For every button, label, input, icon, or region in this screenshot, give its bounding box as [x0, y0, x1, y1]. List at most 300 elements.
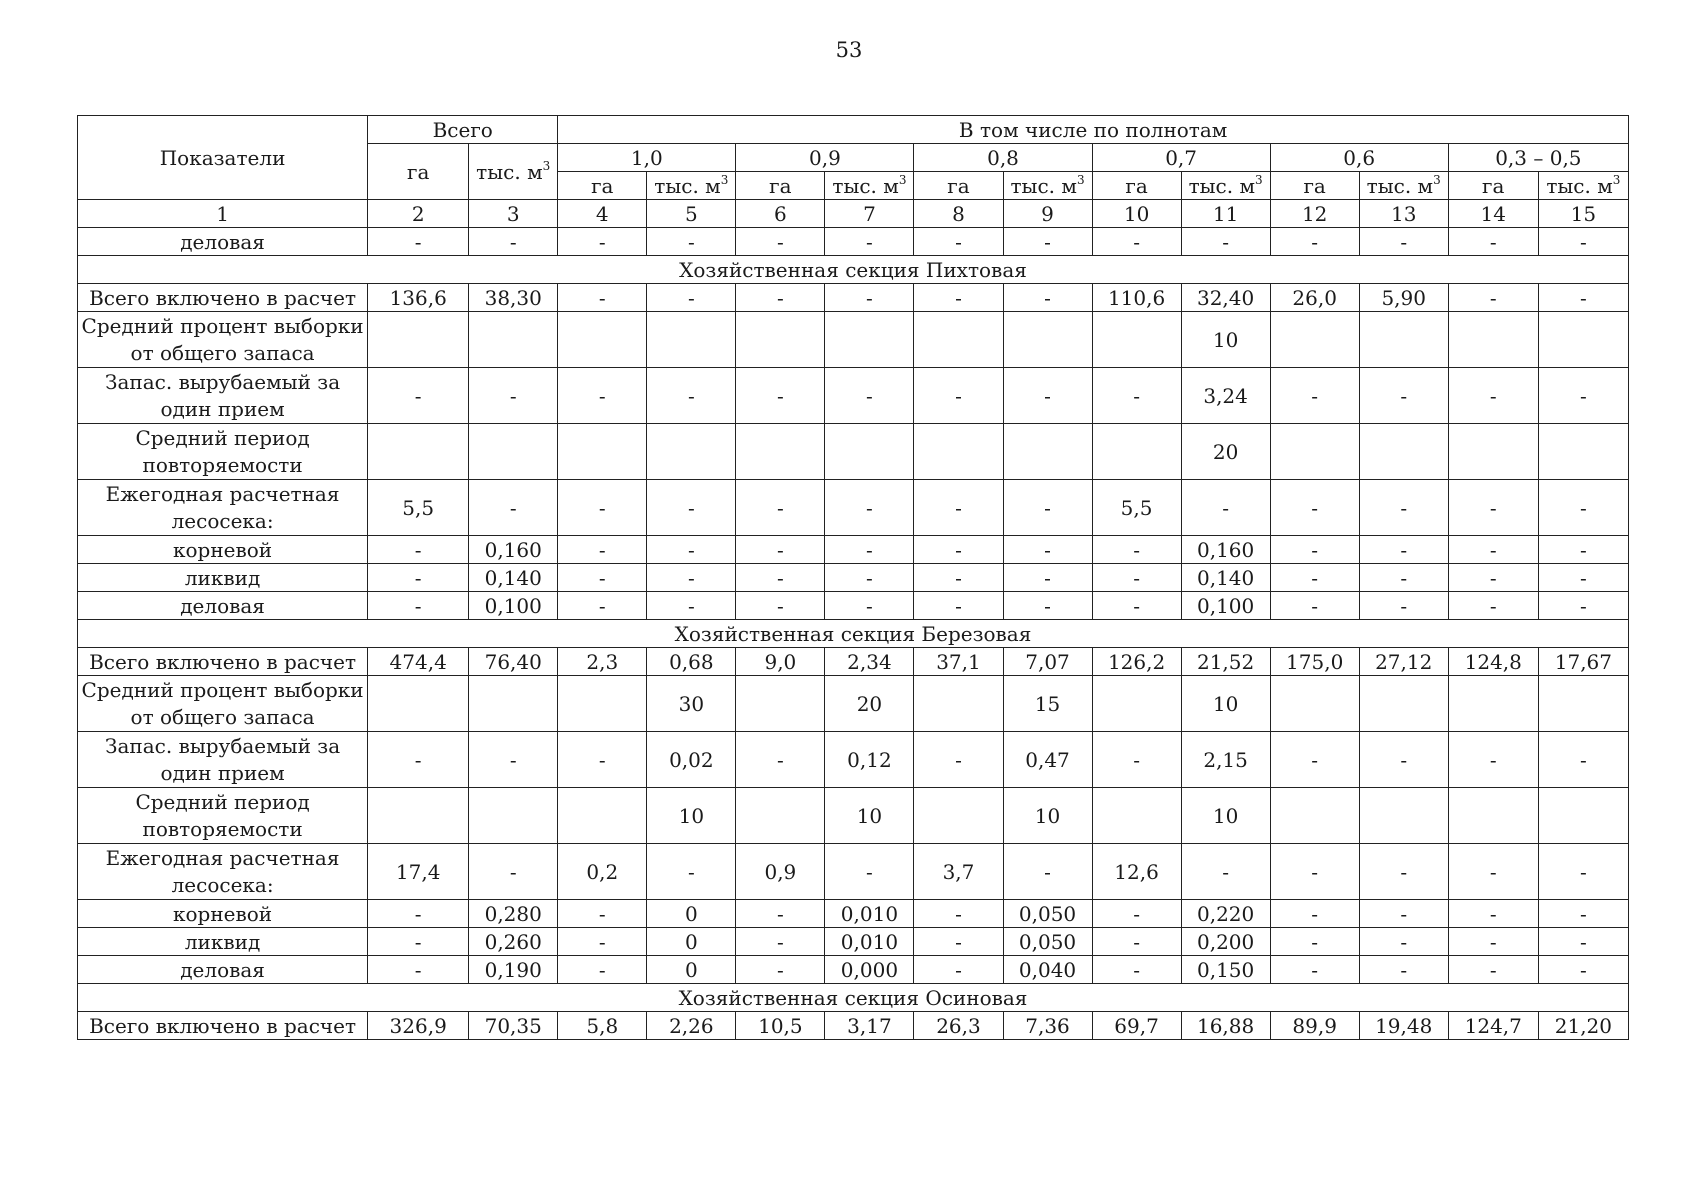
table-cell: -: [647, 564, 736, 592]
table-cell: -: [1003, 368, 1092, 424]
table-cell: -: [368, 564, 469, 592]
header-density-group: 0,3 – 0,5: [1448, 144, 1628, 172]
table-cell: 2,3: [558, 648, 647, 676]
table-cell: 2,26: [647, 1012, 736, 1040]
table-cell: 0,040: [1003, 956, 1092, 984]
table-cell: -: [736, 536, 825, 564]
table-cell: 0,2: [558, 844, 647, 900]
table-row: [78, 676, 1629, 732]
table-cell: -: [469, 844, 558, 900]
table-cell: [914, 676, 1003, 732]
table-cell: -: [647, 228, 736, 256]
table-cell: 3,24: [1181, 368, 1270, 424]
table-cell: 10: [647, 788, 736, 844]
table-cell: -: [1448, 956, 1538, 984]
table-cell: -: [1448, 564, 1538, 592]
column-number: 14: [1448, 200, 1538, 228]
table-cell: -: [1359, 480, 1448, 536]
table-cell: -: [1270, 900, 1359, 928]
table-cell: -: [1359, 844, 1448, 900]
table-cell: -: [1448, 284, 1538, 312]
page-number: 53: [835, 38, 863, 62]
table-cell: -: [825, 844, 914, 900]
table-cell: -: [1359, 900, 1448, 928]
table-cell: [558, 788, 647, 844]
table-cell: -: [1448, 536, 1538, 564]
table-cell: -: [558, 592, 647, 620]
table-cell: [1270, 312, 1359, 368]
table-cell: -: [1270, 844, 1359, 900]
section-title: Хозяйственная секция Березовая: [78, 620, 1629, 648]
table-cell: 0,150: [1181, 956, 1270, 984]
table-cell: -: [1448, 480, 1538, 536]
row-label: Всего включено в расчет: [78, 284, 368, 312]
table-cell: [914, 788, 1003, 844]
table-cell: -: [368, 928, 469, 956]
table-cell: -: [914, 956, 1003, 984]
table-cell: -: [1270, 480, 1359, 536]
table-cell: -: [1092, 928, 1181, 956]
table-cell: [825, 424, 914, 480]
table-cell: -: [1448, 844, 1538, 900]
table-cell: -: [1003, 844, 1092, 900]
table-cell: [825, 312, 914, 368]
table-cell: 32,40: [1181, 284, 1270, 312]
table-cell: -: [914, 284, 1003, 312]
table-cell: 0,000: [825, 956, 914, 984]
table-cell: 10: [825, 788, 914, 844]
table-cell: -: [736, 228, 825, 256]
table-cell: -: [1270, 732, 1359, 788]
header-density-group: 0,6: [1270, 144, 1448, 172]
table-cell: 17,4: [368, 844, 469, 900]
table-cell: -: [368, 228, 469, 256]
table-cell: -: [1270, 956, 1359, 984]
table-cell: 17,67: [1538, 648, 1628, 676]
column-number: 2: [368, 200, 469, 228]
table-cell: -: [368, 900, 469, 928]
row-label: Средний процент выборки от общего запаса: [78, 312, 368, 368]
table-cell: 474,4: [368, 648, 469, 676]
table-cell: [1092, 312, 1181, 368]
header-density-group: 0,8: [914, 144, 1092, 172]
table-row: [78, 480, 1629, 536]
table-cell: -: [469, 228, 558, 256]
table-cell: [736, 788, 825, 844]
table-cell: -: [1003, 480, 1092, 536]
table-cell: -: [368, 956, 469, 984]
table-cell: -: [1003, 284, 1092, 312]
table-cell: -: [1359, 956, 1448, 984]
row-label: Средний период повторяемости: [78, 424, 368, 480]
row-label: деловая: [78, 228, 368, 256]
column-number: 4: [558, 200, 647, 228]
table-cell: 124,8: [1448, 648, 1538, 676]
table-cell: 0,100: [469, 592, 558, 620]
header-density-group: 0,9: [736, 144, 914, 172]
table-cell: 26,0: [1270, 284, 1359, 312]
table-cell: 10: [1181, 312, 1270, 368]
table-cell: 0,140: [469, 564, 558, 592]
table-cell: 10: [1181, 676, 1270, 732]
table-cell: 26,3: [914, 1012, 1003, 1040]
table-cell: -: [558, 956, 647, 984]
header-total-volume: тыс. $м^3$: [469, 144, 558, 200]
table-cell: [1270, 424, 1359, 480]
table-cell: 0,47: [1003, 732, 1092, 788]
table-cell: 76,40: [469, 648, 558, 676]
table-cell: -: [914, 928, 1003, 956]
table-cell: 0,12: [825, 732, 914, 788]
column-number: 9: [1003, 200, 1092, 228]
table-cell: [1448, 424, 1538, 480]
table-row: [78, 284, 1629, 312]
table-cell: [1538, 312, 1628, 368]
table-cell: -: [1359, 592, 1448, 620]
table-cell: -: [1092, 956, 1181, 984]
table-cell: -: [558, 480, 647, 536]
table-row: [78, 900, 1629, 928]
table-cell: -: [736, 564, 825, 592]
table-cell: [914, 312, 1003, 368]
table-cell: -: [558, 368, 647, 424]
table-cell: [736, 676, 825, 732]
row-label: Средний процент выборки от общего запаса: [78, 676, 368, 732]
header-total-ha: га: [368, 144, 469, 200]
header-row-1: [78, 116, 1629, 144]
table-cell: 70,35: [469, 1012, 558, 1040]
section-title: Хозяйственная секция Пихтовая: [78, 256, 1629, 284]
table-cell: [1359, 676, 1448, 732]
table-cell: -: [1538, 368, 1628, 424]
table-cell: -: [1448, 228, 1538, 256]
table-cell: 27,12: [1359, 648, 1448, 676]
table-cell: -: [1270, 536, 1359, 564]
header-unit-volume: тыс. $м^3$: [825, 172, 914, 200]
table-cell: -: [558, 564, 647, 592]
table-cell: 5,8: [558, 1012, 647, 1040]
table-cell: [1359, 424, 1448, 480]
table-cell: [736, 312, 825, 368]
table-cell: 7,36: [1003, 1012, 1092, 1040]
table-cell: [914, 424, 1003, 480]
table-cell: -: [825, 228, 914, 256]
table-cell: -: [1538, 284, 1628, 312]
table-cell: -: [1448, 732, 1538, 788]
table-cell: -: [1181, 228, 1270, 256]
table-cell: -: [914, 900, 1003, 928]
table-cell: 5,5: [368, 480, 469, 536]
table-cell: 110,6: [1092, 284, 1181, 312]
table-cell: [1003, 424, 1092, 480]
table-cell: -: [368, 536, 469, 564]
table-cell: [736, 424, 825, 480]
table-cell: [368, 424, 469, 480]
table-cell: 126,2: [1092, 648, 1181, 676]
table-cell: -: [736, 368, 825, 424]
table-cell: -: [1538, 564, 1628, 592]
table-cell: -: [368, 368, 469, 424]
column-number: 12: [1270, 200, 1359, 228]
table-cell: [647, 312, 736, 368]
table-cell: -: [736, 480, 825, 536]
table-cell: 5,5: [1092, 480, 1181, 536]
table-cell: -: [1270, 228, 1359, 256]
table-cell: 69,7: [1092, 1012, 1181, 1040]
table-cell: 0,190: [469, 956, 558, 984]
table-cell: -: [647, 284, 736, 312]
table-cell: -: [1092, 536, 1181, 564]
table-cell: [1359, 312, 1448, 368]
row-label: деловая: [78, 956, 368, 984]
section-row: [78, 984, 1629, 1012]
table-cell: -: [1448, 900, 1538, 928]
row-label: Всего включено в расчет: [78, 1012, 368, 1040]
table-cell: 38,30: [469, 284, 558, 312]
table-cell: 0,050: [1003, 900, 1092, 928]
table-cell: -: [1181, 480, 1270, 536]
table-cell: -: [1003, 564, 1092, 592]
row-label: Запас. вырубаемый за один прием: [78, 368, 368, 424]
header-density-group: 1,0: [558, 144, 736, 172]
header-unit-ha: га: [1092, 172, 1181, 200]
table-cell: -: [736, 592, 825, 620]
table-cell: -: [368, 592, 469, 620]
table-cell: 326,9: [368, 1012, 469, 1040]
header-unit-volume: тыс. $м^3$: [1181, 172, 1270, 200]
table-cell: -: [647, 592, 736, 620]
row-label: деловая: [78, 592, 368, 620]
table-cell: [558, 676, 647, 732]
row-label: корневой: [78, 536, 368, 564]
table-cell: -: [914, 228, 1003, 256]
table-cell: [1538, 424, 1628, 480]
table-cell: -: [914, 536, 1003, 564]
table-cell: -: [1003, 228, 1092, 256]
table-cell: 19,48: [1359, 1012, 1448, 1040]
table-cell: -: [558, 928, 647, 956]
table-row: [78, 592, 1629, 620]
table-cell: 0: [647, 928, 736, 956]
table-cell: -: [1538, 732, 1628, 788]
row-label: Средний период повторяемости: [78, 788, 368, 844]
table-cell: -: [1003, 592, 1092, 620]
table-cell: -: [825, 564, 914, 592]
table-cell: 0,280: [469, 900, 558, 928]
table-cell: -: [1270, 592, 1359, 620]
row-label: ликвид: [78, 928, 368, 956]
table-row: [78, 648, 1629, 676]
table-cell: -: [825, 536, 914, 564]
table-cell: [1003, 312, 1092, 368]
table-cell: -: [1538, 956, 1628, 984]
table-cell: 0: [647, 900, 736, 928]
table-cell: -: [1538, 228, 1628, 256]
table-cell: -: [914, 592, 1003, 620]
table-cell: -: [558, 536, 647, 564]
table-cell: -: [1270, 368, 1359, 424]
table-cell: 0,010: [825, 900, 914, 928]
table-cell: 175,0: [1270, 648, 1359, 676]
table-cell: -: [368, 732, 469, 788]
header-indicators: Показатели: [78, 116, 368, 200]
table-cell: -: [1003, 536, 1092, 564]
section-row: [78, 620, 1629, 648]
header-total: Всего: [368, 116, 558, 144]
header-unit-volume: тыс. $м^3$: [1003, 172, 1092, 200]
row-label: ликвид: [78, 564, 368, 592]
row-label: корневой: [78, 900, 368, 928]
table-row: [78, 368, 1629, 424]
header-by-density: В том числе по полнотам: [558, 116, 1629, 144]
table-cell: -: [1092, 732, 1181, 788]
table-cell: [1092, 424, 1181, 480]
header-unit-ha: га: [1270, 172, 1359, 200]
column-numbers-row: [78, 200, 1629, 228]
header-unit-volume: тыс. $м^3$: [1538, 172, 1628, 200]
table-cell: 7,07: [1003, 648, 1092, 676]
table-cell: -: [1092, 900, 1181, 928]
table-cell: 89,9: [1270, 1012, 1359, 1040]
table-cell: -: [736, 928, 825, 956]
table-cell: 0,200: [1181, 928, 1270, 956]
table-cell: [1359, 788, 1448, 844]
table-cell: -: [1538, 592, 1628, 620]
table-cell: -: [736, 284, 825, 312]
table-cell: 10,5: [736, 1012, 825, 1040]
table-cell: [469, 788, 558, 844]
row-label: Запас. вырубаемый за один прием: [78, 732, 368, 788]
table-cell: 2,15: [1181, 732, 1270, 788]
column-number: 5: [647, 200, 736, 228]
table-cell: 2,34: [825, 648, 914, 676]
table-cell: -: [1359, 564, 1448, 592]
table-cell: [558, 424, 647, 480]
table-cell: -: [647, 536, 736, 564]
row-label: Ежегодная расчетная лесосека:: [78, 844, 368, 900]
table-cell: -: [1538, 844, 1628, 900]
table-cell: -: [1270, 928, 1359, 956]
table-cell: [368, 788, 469, 844]
header-unit-volume: тыс. $м^3$: [1359, 172, 1448, 200]
row-label: Ежегодная расчетная лесосека:: [78, 480, 368, 536]
header-unit-volume: тыс. $м^3$: [647, 172, 736, 200]
table-cell: 16,88: [1181, 1012, 1270, 1040]
table-row: [78, 1012, 1629, 1040]
table-cell: -: [1538, 928, 1628, 956]
table-cell: -: [1448, 368, 1538, 424]
table-cell: 0,140: [1181, 564, 1270, 592]
table-cell: -: [558, 284, 647, 312]
table-cell: -: [1181, 844, 1270, 900]
column-number: 11: [1181, 200, 1270, 228]
table-cell: 3,17: [825, 1012, 914, 1040]
table-cell: [1092, 788, 1181, 844]
table-cell: -: [914, 480, 1003, 536]
column-number: 3: [469, 200, 558, 228]
table-cell: -: [825, 592, 914, 620]
table-cell: 0,160: [469, 536, 558, 564]
table-cell: 5,90: [1359, 284, 1448, 312]
table-cell: -: [1538, 536, 1628, 564]
column-number: 8: [914, 200, 1003, 228]
table-cell: -: [1359, 368, 1448, 424]
table-row: [78, 956, 1629, 984]
table-cell: -: [1538, 900, 1628, 928]
table-cell: -: [558, 228, 647, 256]
table-row: [78, 536, 1629, 564]
table-cell: 0,260: [469, 928, 558, 956]
table-cell: -: [558, 732, 647, 788]
table-cell: 12,6: [1092, 844, 1181, 900]
table-cell: [1092, 676, 1181, 732]
table-cell: [1538, 788, 1628, 844]
table-cell: -: [1538, 480, 1628, 536]
table-cell: 0,050: [1003, 928, 1092, 956]
table-cell: 0,68: [647, 648, 736, 676]
table-cell: -: [1359, 732, 1448, 788]
table-cell: -: [825, 480, 914, 536]
column-number: 15: [1538, 200, 1628, 228]
row-label: Всего включено в расчет: [78, 648, 368, 676]
table-cell: -: [1092, 592, 1181, 620]
table-cell: 124,7: [1448, 1012, 1538, 1040]
table-cell: [469, 312, 558, 368]
header-unit-ha: га: [736, 172, 825, 200]
table-cell: 0,220: [1181, 900, 1270, 928]
table-cell: [1448, 676, 1538, 732]
table-cell: 0,100: [1181, 592, 1270, 620]
table-cell: -: [825, 368, 914, 424]
table-cell: -: [1359, 928, 1448, 956]
allowable-cut-table: [77, 115, 1629, 1040]
table-cell: -: [647, 844, 736, 900]
table-cell: 0: [647, 956, 736, 984]
table-row: [78, 844, 1629, 900]
column-number: 13: [1359, 200, 1448, 228]
table-cell: 21,20: [1538, 1012, 1628, 1040]
table-cell: -: [736, 900, 825, 928]
table-cell: 136,6: [368, 284, 469, 312]
header-unit-ha: га: [1448, 172, 1538, 200]
table-cell: 20: [1181, 424, 1270, 480]
table-cell: -: [914, 732, 1003, 788]
table-cell: 37,1: [914, 648, 1003, 676]
table-cell: -: [469, 480, 558, 536]
table-cell: -: [647, 480, 736, 536]
table-row: [78, 424, 1629, 480]
table-cell: 9,0: [736, 648, 825, 676]
table-cell: [558, 312, 647, 368]
section-title: Хозяйственная секция Осиновая: [78, 984, 1629, 1012]
table-cell: [368, 676, 469, 732]
header-unit-ha: га: [558, 172, 647, 200]
table-cell: -: [736, 732, 825, 788]
column-number: 6: [736, 200, 825, 228]
header-unit-ha: га: [914, 172, 1003, 200]
table-row: [78, 732, 1629, 788]
table-cell: [368, 312, 469, 368]
table-cell: [1448, 788, 1538, 844]
table-cell: [647, 424, 736, 480]
table-cell: 3,7: [914, 844, 1003, 900]
table-cell: 0,9: [736, 844, 825, 900]
table-cell: 30: [647, 676, 736, 732]
table-cell: -: [1092, 564, 1181, 592]
table-cell: 0,010: [825, 928, 914, 956]
table-cell: [1538, 676, 1628, 732]
table-cell: -: [1448, 928, 1538, 956]
